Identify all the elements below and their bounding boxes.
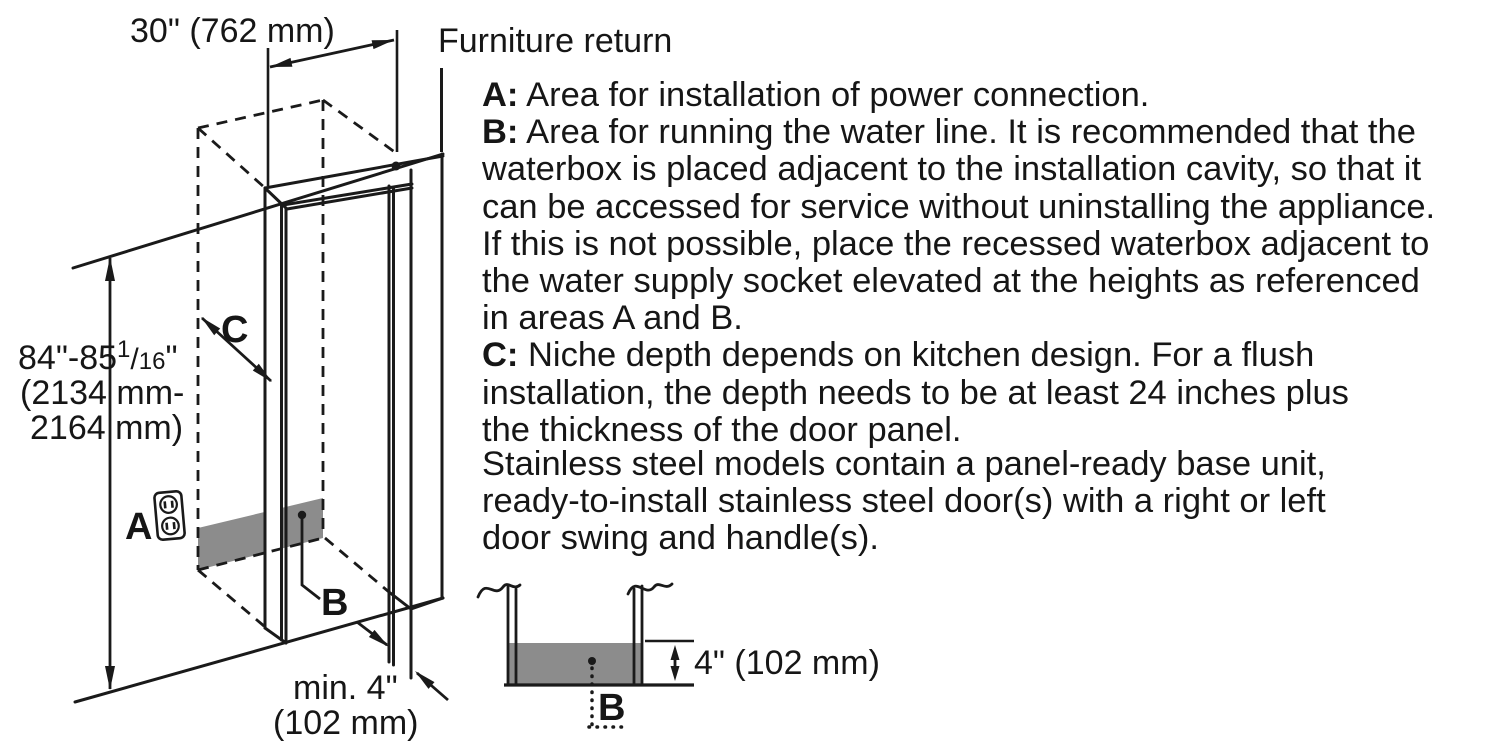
note-line: installation, the depth needs to be at least 24 inches plus [482,373,1349,412]
cross-section-water-area [508,643,642,685]
width-dimension [130,12,397,186]
niche-depth-arrow [201,309,272,382]
note-line: If this is not possible, place the recessed waterbox adjacent to [482,224,1430,263]
furniture-return-dot [392,162,401,171]
note-line: waterbox is placed adjacent to the installation cavity, so that it [482,150,1422,189]
min-depth-text-line2: (102 mm) [273,704,419,742]
note-line: the thickness of the door panel. [482,410,962,449]
note-line: door swing and handle(s). [482,519,879,558]
label-c: C [221,309,249,351]
note-line: ready-to-install stainless steel door(s) with a right or left [482,482,1326,521]
note-line: C: Niche depth depends on kitchen design. For a flush [482,336,1315,375]
min-depth-text-line1: min. 4" [293,669,398,707]
furniture-return-leader [392,68,442,171]
note-line: A: Area for installation of power connection. [482,76,1150,114]
height-dimension-text-line2: (2134 mm- [20,374,185,412]
cross-section-height-dimension [671,644,880,682]
note-line: B: Area for running the water line. It is recommended that the [482,113,1416,152]
note-line: in areas A and B. [482,299,743,338]
cross-section-height-text: 4" (102 mm) [694,644,880,682]
height-dimension-text-line3: 2164 mm) [30,409,184,447]
height-dimension-text-line1: $84"-85^1/16$" [18,336,178,377]
installation-notes [482,77,1492,449]
label-a: A [125,506,153,548]
height-dimension [18,257,184,690]
label-b: B [321,582,349,624]
note-line: the water supply socket elevated at the heights as referenced [482,261,1420,300]
water-area-band [198,498,323,570]
note-line: Stainless steel models contain a panel-ready base unit, [482,445,1326,483]
width-dimension-text: 30" (762 mm) [130,12,335,50]
cross-section-label-b: B [598,687,626,729]
stainless-steel-note [482,446,1492,558]
cross-section-detail [478,584,880,729]
furniture-return-label: Furniture return [438,22,673,60]
niche-frame [265,156,443,678]
note-line: can be accessed for service without uninstalling the appliance. [482,187,1436,226]
power-outlet-icon [154,491,185,540]
wall-break-squiggle-left [478,585,520,597]
